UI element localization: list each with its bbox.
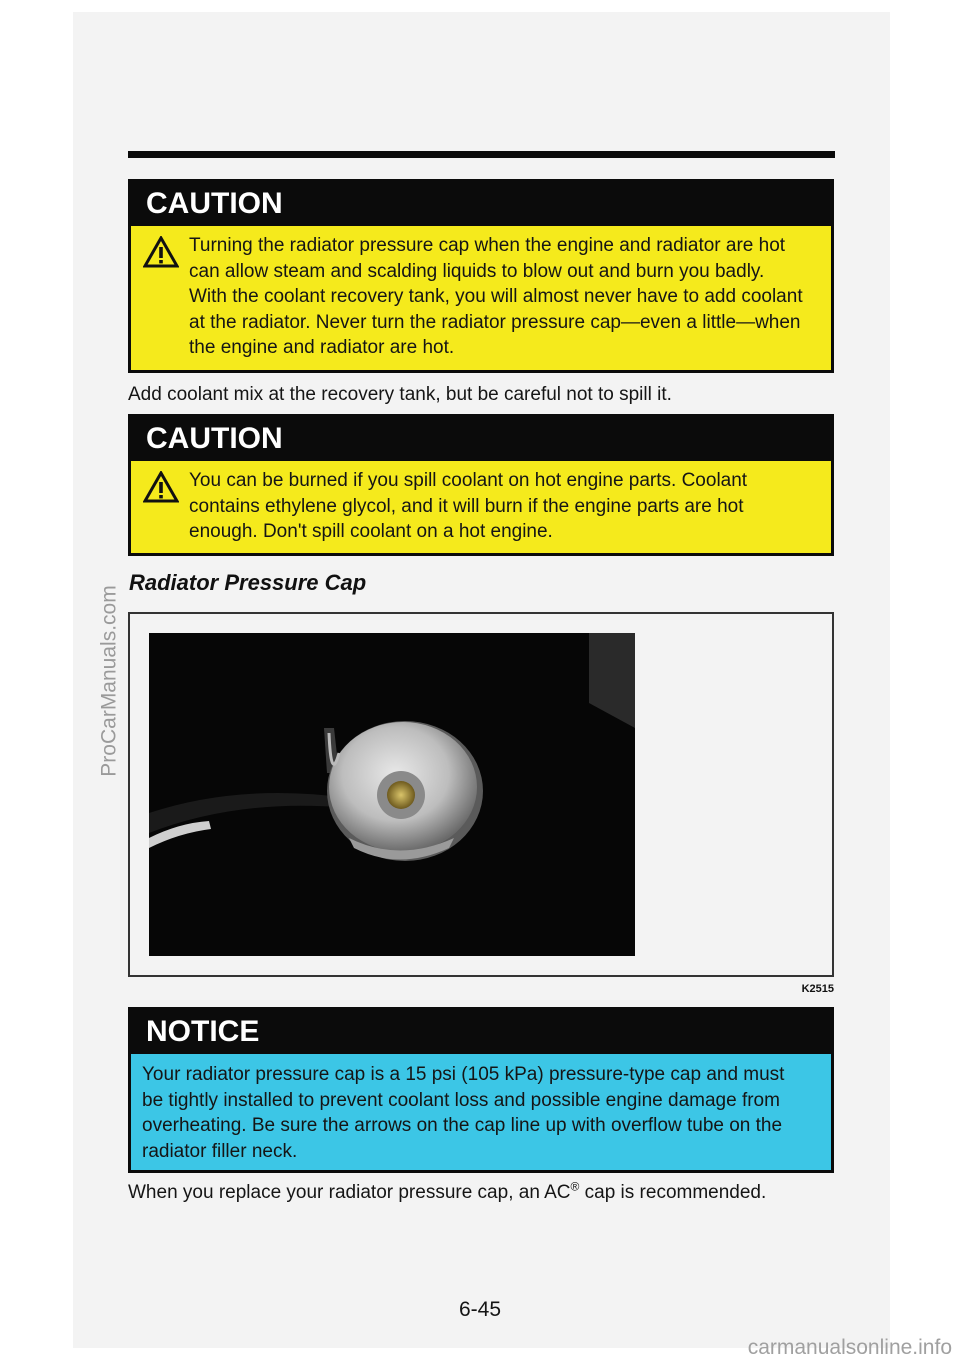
side-watermark (95, 570, 125, 792)
top-rule (128, 151, 835, 158)
caution-heading-2: CAUTION (131, 417, 831, 461)
notice-text: Your radiator pressure cap is a 15 psi (105 kPa) pressure-type cap and must be tightly installed to prevent coolant loss and possible engine damage from overheating. Be sure the arrows on the cap line up with overflow tube on the radiator filler neck. (142, 1064, 785, 1162)
notice-box (128, 1007, 834, 1173)
radiator-cap-photo (149, 633, 635, 956)
warning-triangle-icon (143, 236, 179, 268)
radiator-cap-illustration (149, 633, 635, 956)
page-number: 6-45 (458, 1298, 502, 1321)
side-watermark-text: ProCarManuals.com (98, 585, 121, 777)
paragraph-replace-cap-end: cap is recommended. (579, 1182, 767, 1203)
paragraph-replace-cap-start: When you replace your radiator pressure cap, an AC (128, 1182, 571, 1203)
caution-box-2 (128, 414, 834, 556)
footer-watermark: carmanualsonline.info (747, 1336, 952, 1359)
paragraph-add-coolant: Add coolant mix at the recovery tank, but be careful not to spill it. (128, 384, 672, 405)
caution-heading-1: CAUTION (131, 182, 831, 226)
caution-text-2: You can be burned if you spill coolant on hot engine parts. Coolant contains ethylene glycol, and it will burn if the engine parts are hot enough. Don't spill coolant on a hot engine. (189, 470, 748, 542)
paragraph-replace-cap (128, 1181, 834, 1205)
caution-box-1 (128, 179, 834, 373)
caution-body-2 (131, 461, 831, 555)
notice-body (131, 1054, 831, 1174)
figure-caption: K2515 (801, 983, 834, 995)
caution-text-1: Turning the radiator pressure cap when the engine and radiator are hot can allow steam and scalding liquids to blow out and burn you badly. With the coolant recovery tank, you will almost never have to add coolant at the radiator. Never turn the radiator pressure cap—even a little—when the engine and radiator are hot. (189, 235, 803, 358)
notice-heading: NOTICE (131, 1010, 831, 1054)
warning-triangle-icon (143, 471, 179, 503)
caution-body-1 (131, 226, 831, 371)
section-title: Radiator Pressure Cap (129, 570, 367, 595)
registered-mark: ® (570, 1179, 580, 1194)
